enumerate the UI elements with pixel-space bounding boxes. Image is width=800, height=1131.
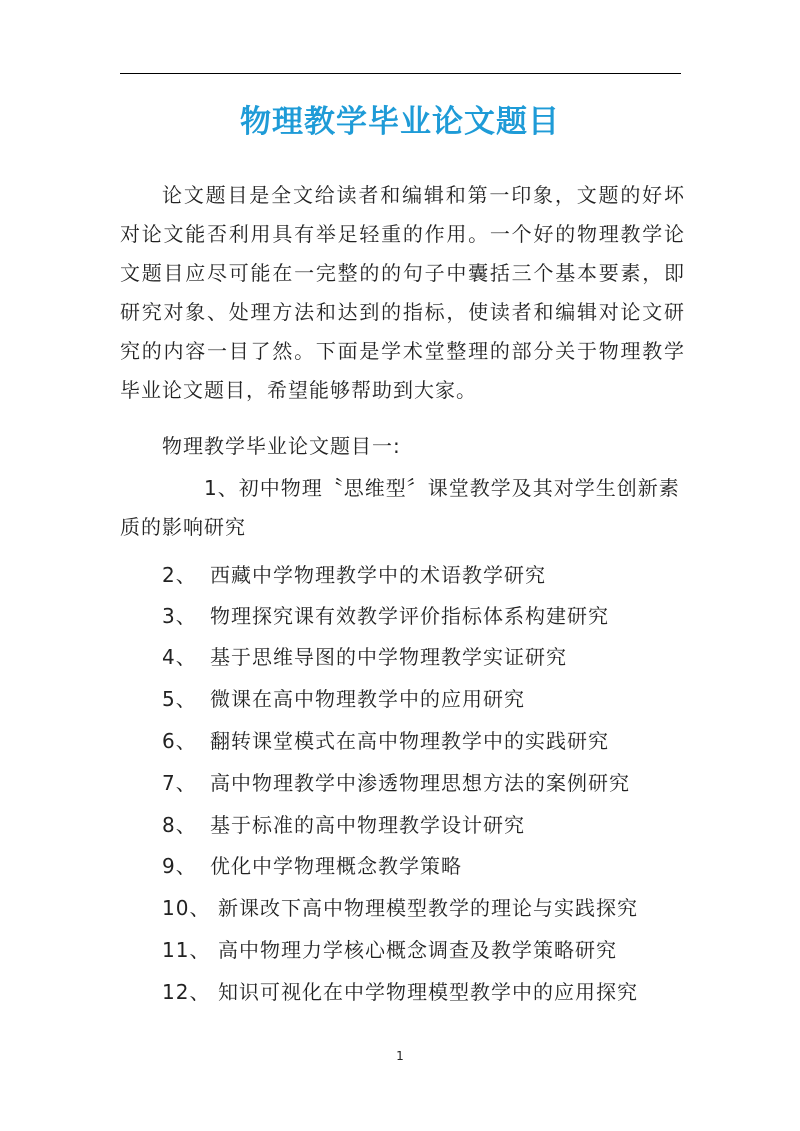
header-rule [120,73,681,74]
item-text: 初中物理〝思维型〞课堂教学及其对学生创新素质的影响研究 [120,476,680,539]
list-item [162,895,638,921]
item-number: 4、 [162,645,197,669]
item-text: 微课在高中物理教学中的应用研究 [210,687,525,711]
item-number: 12、 [162,980,211,1004]
list-item [120,469,685,547]
item-text: 基于思维导图的中学物理教学实证研究 [210,645,567,669]
list-item [162,603,609,629]
item-text: 知识可视化在中学物理模型教学中的应用探究 [218,980,638,1004]
item-number: 7、 [162,771,197,795]
page-number: 1 [396,1049,404,1063]
list-item [162,644,567,670]
item-text: 物理探究课有效教学评价指标体系构建研究 [210,604,609,628]
item-number: 1、 [204,476,239,500]
item-number: 2、 [162,563,197,587]
list-item [162,562,546,588]
item-number: 10、 [162,896,211,920]
item-number: 5、 [162,687,197,711]
item-number: 9、 [162,854,197,878]
item-number: 8、 [162,813,197,837]
item-number: 3、 [162,604,197,628]
item-text: 翻转课堂模式在高中物理教学中的实践研究 [210,729,609,753]
section-heading: 物理教学毕业论文题目一: [162,434,401,458]
item-text: 基于标准的高中物理教学设计研究 [210,813,525,837]
item-text: 优化中学物理概念教学策略 [210,854,462,878]
document-title: 物理教学毕业论文题目 [240,104,560,140]
item-text: 高中物理力学核心概念调查及教学策略研究 [218,938,617,962]
intro-paragraph: 论文题目是全文给读者和编辑和第一印象，文题的好坏对论文能否利用具有举足轻重的作用。一个好的物理教学论文题目应尽可能在一完整的的句子中囊括三个基本要素，即研究对象、处理方法和达到的指标，使读者和编辑对论文研究的内容一目了然。下面是学术堂整理的部分关于物理教学毕业论文题目，希望能够帮助到大家。 [120,183,685,402]
list-item [162,937,617,963]
item-text: 西藏中学物理教学中的术语教学研究 [210,563,546,587]
list-item [162,686,525,712]
list-item [162,853,462,879]
list-item [162,770,630,796]
item-text: 高中物理教学中渗透物理思想方法的案例研究 [210,771,630,795]
list-item [162,979,638,1005]
item-number: 6、 [162,729,197,753]
item-number: 11、 [162,938,211,962]
list-item [162,728,609,754]
list-item [162,812,525,838]
item-text: 新课改下高中物理模型教学的理论与实践探究 [218,896,638,920]
